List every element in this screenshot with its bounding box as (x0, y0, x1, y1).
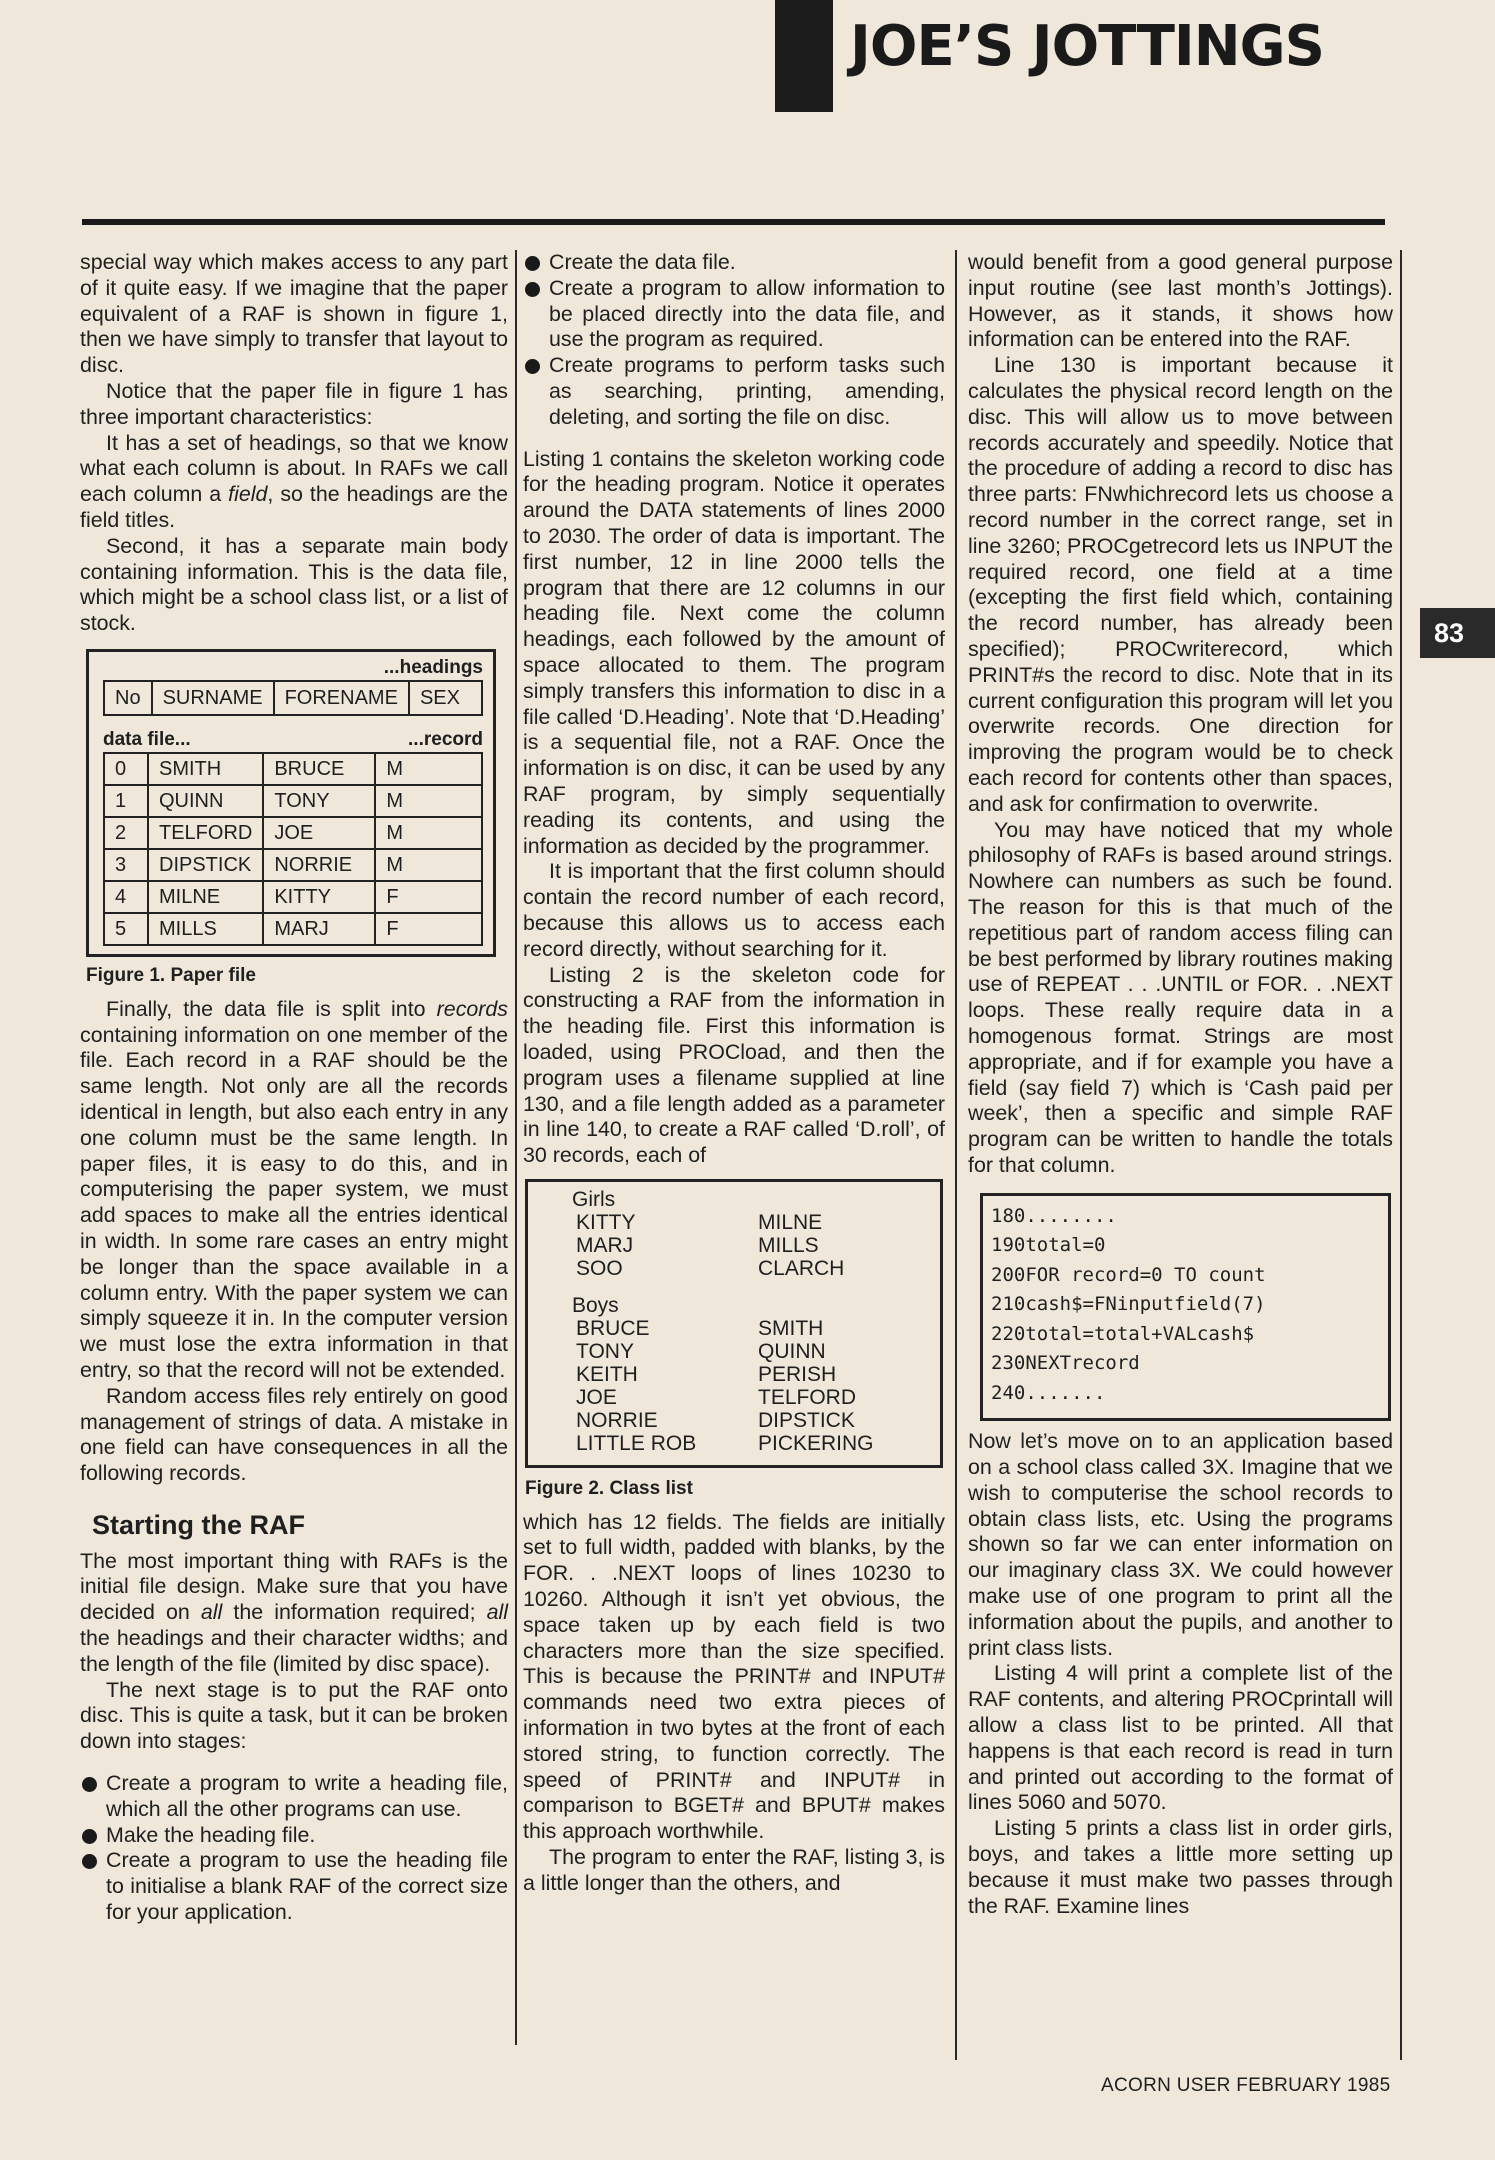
list-item: TONY QUINN (576, 1339, 826, 1363)
paragraph: Listing 4 will print a complete list of the RAF contents, and altering PROCprintall will allow a class list to be printed. All that happens is that each record is read in turn and printed out according to the format of lines 5060 and 5070. (968, 1661, 1393, 1815)
list-item: KEITH PERISH (576, 1362, 837, 1386)
paragraph: would benefit from a good general purpose input routine (see last month’s Jottings). However, as it stands, it shows how information can be entered into the RAF. (968, 250, 1393, 352)
paragraph: The program to enter the RAF, listing 3, is a little longer than the others, and (523, 1845, 945, 1895)
code-line: 230NEXTrecord (991, 1352, 1140, 1375)
column-divider (1400, 250, 1402, 2060)
paragraph: It is important that the first column should contain the record number of each record, because this allows us to access each record directly, without searching for it. (523, 859, 945, 961)
figure-1-caption: Figure 1. Paper file (86, 964, 256, 986)
code-listing (980, 1193, 1391, 1422)
header-bar (775, 0, 833, 112)
section-heading: Starting the RAF (92, 1509, 305, 1540)
table-row: 5 MILLS MARJ F (104, 913, 482, 945)
table-row: 0 SMITH BRUCE M (104, 753, 482, 785)
paragraph: Second, it has a separate main body containing information. This is the data file, which might be a school class list, or a list of stock. (80, 533, 508, 636)
table-row: 1 QUINN TONY M (104, 785, 482, 817)
page-number: 83 (1420, 608, 1495, 658)
list-item: MARJ MILLS (576, 1233, 819, 1257)
stage-list (80, 1771, 508, 1926)
list-item: Create a program to write a heading file, which all the other programs can use. (80, 1771, 508, 1823)
figure-2-class-list (525, 1179, 943, 1468)
paragraph: special way which makes access to any part of it quite easy. If we imagine that the paper equivalent of a RAF is shown in figure 1, then we have simply to transfer that layout to disc. (80, 250, 508, 378)
paragraph: You may have noticed that my whole philosophy of RAFs is based around strings. Nowhere can numbers as such be found. The reason for this is that much of the repetitious part of random access filing can be best performed by library routines making use of REPEAT . . .UNTIL or FOR. . .NEXT loops. These really require data in a homogenous format. Strings are most appropriate, and if for example you have a field (say field 7) which is ‘Cash paid per week’, then a specific and simple RAF program can be written to handle the totals for that column. (968, 817, 1393, 1177)
table-header-row (104, 681, 482, 715)
paragraph: The next stage is to put the RAF onto disc. This is quite a task, but it can be broken down into stages: (80, 1677, 508, 1754)
figure-1-paper-file (86, 649, 496, 957)
list-item: KITTY MILNE (576, 1210, 823, 1234)
boys-label: Boys (572, 1293, 619, 1317)
table-row: 4 MILNE KITTY F (104, 881, 482, 913)
column-2 (523, 250, 945, 1897)
code-line: 210cash$=FNinputfield(7) (991, 1293, 1266, 1316)
girls-label: Girls (572, 1187, 616, 1211)
list-item: Create the data file. (523, 250, 945, 276)
paragraph: Random access files rely entirely on good management of strings of data. A mistake in one field can have consequences in all the following records. (80, 1383, 508, 1486)
code-line: 240....... (991, 1381, 1106, 1404)
figure-2-caption: Figure 2. Class list (525, 1477, 693, 1499)
table-header-cell: SURNAME (152, 681, 274, 715)
list-item: Create a program to allow information to be placed directly into the data file, and use the program as required. (523, 276, 945, 353)
paragraph: Listing 5 prints a class list in order girls, boys, and takes a little more setting up because it must make two passes through the RAF. Examine lines (968, 1816, 1393, 1918)
paragraph: Listing 1 contains the skeleton working code for the heading program. Notice it operates around the DATA statements of lines 2000 to 2030. The order of data is important. The first number, 12 in line 2000 tells the program that there are 12 columns in our heading file. Next come the column headings, each followed by the amount of space allocated to them. The program simply transfers this information to disc in a file called ‘D.Heading’. Note that ‘D.Heading’ is a sequential file, not a RAF. Once the information is on disc, it can be used by any RAF program, by simply sequentially reading its contents, and using the information as decided by the programmer. (523, 446, 945, 858)
code-line: 190total=0 (991, 1234, 1106, 1257)
list-item: Create a program to use the heading file to initialise a blank RAF of the correct size for your application. (80, 1848, 508, 1925)
code-line: 200FOR record=0 TO count (991, 1263, 1266, 1286)
table-row: 3 DIPSTICK NORRIE M (104, 849, 482, 881)
table-row: 2 TELFORD JOE M (104, 817, 482, 849)
record-label: ...record (408, 728, 483, 750)
list-item: BRUCE SMITH (576, 1316, 824, 1340)
paragraph: Line 130 is important because it calculates the physical record length on the disc. This will allow us to move between records accurately and speedily. Notice that the procedure of adding a record to disc has three parts: FNwhichrecord lets us choose a record number in the correct range, set in line 3260; PROCgetrecord lets us INPUT the required record, one field at a time (excepting the first field which, containing the record number, has already been specified); PROCwriterecord, which PRINT#s the record to disc. Note that in its current configuration this program will let you overwrite records. One direction for improving the program would be to check each record for contents other than spaces, and ask for confirmation to overwrite. (968, 353, 1393, 816)
list-item: Make the heading file. (80, 1823, 508, 1849)
paragraph: Listing 2 is the skeleton code for constructing a RAF from the information in the heading file. First this information is loaded, using PROCload, and then the program uses a filename supplied at line 130, and a file length added as a parameter in line 140, to create a RAF called ‘D.roll’, of 30 records, each of (523, 962, 945, 1168)
column-divider (955, 250, 957, 2060)
paragraph: which has 12 fields. The fields are initially set to full width, padded with blanks, by the FOR. . .NEXT loops of lines 10230 to 10260. Although it isn’t yet obvious, the space taken up by each field is two characters more than the size specified. This is because the PRINT# and INPUT# commands need two extra pieces of information in two bytes at the front of each stored string, to function correctly. The speed of PRINT# and INPUT# in comparison to BGET# and BPUT# makes this approach worthwhile. (523, 1509, 945, 1844)
column-3 (968, 250, 1393, 1919)
paragraph: The most important thing with RAFs is the initial file design. Make sure that you have decided on all the information required; all the headings and their character widths; and the length of the file (limited by disc space). (80, 1548, 509, 1676)
list-item: JOE TELFORD (576, 1385, 857, 1409)
top-rule (82, 219, 1385, 225)
footer-issue: ACORN USER FEBRUARY 1985 (1101, 2075, 1391, 2096)
list-item: LITTLE ROB PICKERING (576, 1431, 874, 1455)
datafile-label: data file... (103, 728, 191, 750)
paragraph: It has a set of headings, so that we know what each column is about. In RAFs we call each column a field, so the headings are the field titles. (80, 430, 508, 532)
column-1 (80, 250, 508, 1926)
page-title: JOE’S JOTTINGS (850, 14, 1324, 79)
list-item: Create programs to perform tasks such as searching, printing, amending, deleting, and sorting the file on disc. (523, 353, 945, 430)
headings-label: ...headings (383, 656, 483, 678)
record-labels (103, 728, 483, 752)
records-table (103, 752, 483, 946)
table-header-cell: No (104, 681, 152, 715)
paragraph: Now let’s move on to an application based on a school class called 3X. Imagine that we wish to computerise the school records to obtain class lists, etc. Using the programs shown so far we can enter information on our imaginary class 3X. We could however make use of one program to print all the information about the pupils, and another to print class lists. (968, 1429, 1393, 1660)
code-line: 220total=total+VALcash$ (991, 1322, 1255, 1345)
list-item: SOO CLARCH (576, 1256, 845, 1280)
stage-list-continued (523, 250, 945, 431)
column-divider (515, 250, 517, 2045)
list-item: NORRIE DIPSTICK (576, 1408, 855, 1432)
headings-table (103, 680, 483, 716)
table-header-cell: SEX (409, 681, 482, 715)
table-header-cell: FORENAME (274, 681, 409, 715)
paragraph: Notice that the paper file in figure 1 has three important characteristics: (80, 378, 508, 429)
paragraph: Finally, the data file is split into records containing information on one member of the file. Each record in a RAF should be the same length. Not only are all the records identical in length, but also each entry in any one column must be the same length. In paper files, it is easy to do this, and in computerising the paper system, we must add spaces to make all the entries identical in width. In some rare cases an entry might be longer than the space available in a column entry. With the paper system we can simply squeeze it in. In the computer version we must lose the extra information in that entry, so that the record will not be extended. (80, 996, 508, 1382)
code-line: 180........ (991, 1204, 1117, 1227)
